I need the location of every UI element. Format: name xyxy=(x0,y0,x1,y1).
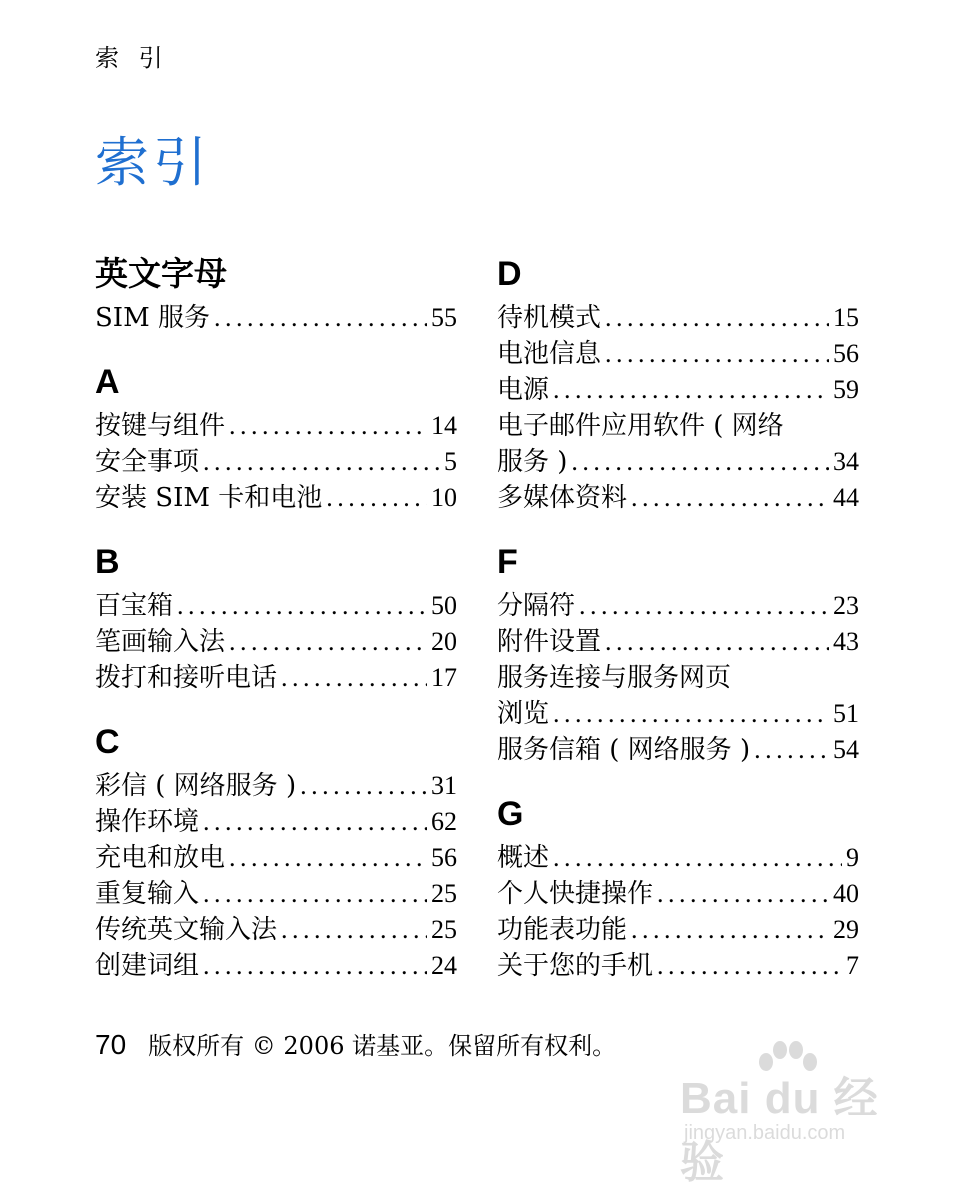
dot-leader xyxy=(203,876,427,912)
watermark-url: jingyan.baidu.com xyxy=(684,1122,846,1144)
entry-term: 功能表功能 xyxy=(497,915,628,945)
dot-leader xyxy=(631,912,829,948)
page-number: 70 xyxy=(95,1029,127,1060)
entry-term: 彩信 ( 网络服务 ) xyxy=(95,771,297,801)
index-entry xyxy=(95,444,457,480)
section-heading: B xyxy=(95,543,120,581)
entry-page-number: 10 xyxy=(431,483,457,512)
entry-page-number: 44 xyxy=(833,483,859,512)
page-title: 索引 xyxy=(95,131,211,194)
dot-leader xyxy=(605,300,829,336)
index-entry xyxy=(95,804,457,840)
dot-leader xyxy=(553,696,829,732)
entry-page-number: 23 xyxy=(833,591,859,620)
dot-leader xyxy=(203,804,427,840)
entry-term: 附件设置 xyxy=(497,627,602,657)
running-header: 索 引 xyxy=(95,44,169,72)
entry-page-number: 55 xyxy=(431,303,457,332)
dot-leader xyxy=(281,660,427,696)
dot-leader xyxy=(605,624,829,660)
entry-term: 传统英文输入法 xyxy=(95,915,278,945)
entry-term: 多媒体资料 xyxy=(497,483,628,513)
entry-page-number: 25 xyxy=(431,915,457,944)
index-entry xyxy=(95,588,457,624)
entry-page-number: 56 xyxy=(431,843,457,872)
section-heading: A xyxy=(95,363,120,401)
index-entry xyxy=(497,876,859,912)
section-heading: G xyxy=(497,795,524,833)
page-footer xyxy=(95,1026,616,1061)
entry-term: SIM 服务 xyxy=(95,303,210,333)
section-heading: C xyxy=(95,723,120,761)
entry-term: 充电和放电 xyxy=(95,843,226,873)
entry-term: 安装 SIM 卡和电池 xyxy=(95,483,323,513)
index-column-left xyxy=(95,248,457,984)
index-entry xyxy=(95,840,457,876)
section-heading: F xyxy=(497,543,518,581)
dot-leader xyxy=(657,948,842,984)
entry-page-number: 59 xyxy=(833,375,859,404)
entry-term: 服务 ) xyxy=(497,447,568,477)
index-entry xyxy=(95,408,457,444)
dot-leader xyxy=(203,948,427,984)
entry-term: 重复输入 xyxy=(95,879,200,909)
entry-page-number: 24 xyxy=(431,951,457,980)
entry-page-number: 17 xyxy=(431,663,457,692)
entry-page-number: 9 xyxy=(846,843,859,872)
entry-term: 百宝箱 xyxy=(95,591,174,621)
entry-page-number: 29 xyxy=(833,915,859,944)
entry-page-number: 50 xyxy=(431,591,457,620)
index-entry xyxy=(497,948,859,984)
dot-leader xyxy=(214,300,427,336)
entry-page-number: 62 xyxy=(431,807,457,836)
entry-term: 电源 xyxy=(497,375,550,405)
entry-term-line: 服务连接与服务网页 xyxy=(497,663,732,693)
entry-term: 按键与组件 xyxy=(95,411,226,441)
entry-term: 分隔符 xyxy=(497,591,576,621)
dot-leader xyxy=(229,840,427,876)
entry-page-number: 54 xyxy=(833,735,859,764)
entry-page-number: 25 xyxy=(431,879,457,908)
index-entry xyxy=(95,624,457,660)
dot-leader xyxy=(229,624,427,660)
section-heading: D xyxy=(497,255,522,293)
dot-leader xyxy=(300,768,427,804)
entry-term: 电池信息 xyxy=(497,339,602,369)
baidu-watermark xyxy=(680,1040,920,1187)
copyright-notice: 版权所有 © 2006 诺基亚。保留所有权利。 xyxy=(148,1032,617,1060)
entry-term: 关于您的手机 xyxy=(497,951,654,981)
index-entry xyxy=(95,948,457,984)
entry-page-number: 14 xyxy=(431,411,457,440)
entry-page-number: 43 xyxy=(833,627,859,656)
dot-leader xyxy=(657,876,829,912)
watermark-logo-text: Bai du 经验 xyxy=(680,1074,879,1187)
index-entry xyxy=(497,840,859,876)
entry-term: 拨打和接听电话 xyxy=(95,663,278,693)
entry-page-number: 56 xyxy=(833,339,859,368)
index-entry xyxy=(95,912,457,948)
index-entry xyxy=(95,660,457,696)
index-entry xyxy=(497,408,859,480)
entry-page-number: 20 xyxy=(431,627,457,656)
index-entry xyxy=(497,588,859,624)
index-entry xyxy=(497,372,859,408)
dot-leader xyxy=(177,588,427,624)
entry-term: 待机模式 xyxy=(497,303,602,333)
entry-page-number: 15 xyxy=(833,303,859,332)
index-entry xyxy=(497,732,859,768)
index-entry xyxy=(497,912,859,948)
entry-term: 操作环境 xyxy=(95,807,200,837)
entry-page-number: 51 xyxy=(833,699,859,728)
index-entry xyxy=(95,876,457,912)
dot-leader xyxy=(571,444,829,480)
entry-term: 安全事项 xyxy=(95,447,200,477)
entry-page-number: 7 xyxy=(846,951,859,980)
dot-leader xyxy=(754,732,829,768)
entry-term: 服务信箱 ( 网络服务 ) xyxy=(497,735,751,765)
entry-page-number: 31 xyxy=(431,771,457,800)
dot-leader xyxy=(579,588,829,624)
index-entry xyxy=(95,480,457,516)
dot-leader xyxy=(229,408,427,444)
dot-leader xyxy=(203,444,440,480)
dot-leader xyxy=(326,480,427,516)
dot-leader xyxy=(605,336,829,372)
index-entry xyxy=(497,300,859,336)
index-entry xyxy=(95,768,457,804)
dot-leader xyxy=(553,372,829,408)
entry-term: 创建词组 xyxy=(95,951,200,981)
index-entry xyxy=(497,660,859,732)
entry-term: 笔画输入法 xyxy=(95,627,226,657)
entry-term: 个人快捷操作 xyxy=(497,879,654,909)
dot-leader xyxy=(631,480,829,516)
index-entry xyxy=(95,300,457,336)
entry-term-line: 电子邮件应用软件 ( 网络 xyxy=(497,411,784,441)
index-entry xyxy=(497,624,859,660)
dot-leader xyxy=(553,840,842,876)
index-entry xyxy=(497,480,859,516)
section-heading: 英文字母 xyxy=(95,254,227,293)
entry-page-number: 40 xyxy=(833,879,859,908)
entry-term: 浏览 xyxy=(497,699,550,729)
index-entry xyxy=(497,336,859,372)
entry-page-number: 5 xyxy=(444,447,457,476)
dot-leader xyxy=(281,912,427,948)
index-column-right xyxy=(497,248,859,984)
entry-term: 概述 xyxy=(497,843,550,873)
entry-page-number: 34 xyxy=(833,447,859,476)
